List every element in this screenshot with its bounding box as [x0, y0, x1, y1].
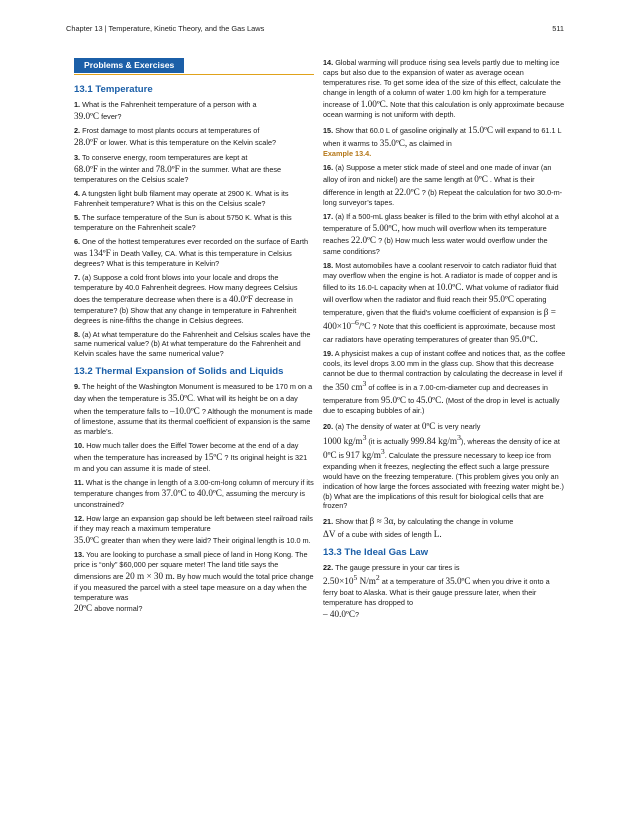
problem-13: 13. You are looking to purchase a small piece of land in Hong Kong. The price is “only” $60,000 per square meter! The land title says the dimensions are 20 m × 30 m. By how much would the total price change if you measured the parcel with a steel tape measure on a day when the temperature was 20ºC above normal? [74, 550, 314, 614]
page-number: 511 [552, 24, 564, 33]
left-column [74, 58, 314, 619]
page-header [66, 24, 564, 38]
problem-number: 4. [74, 189, 81, 199]
math: 95.0ºC. [510, 333, 538, 344]
math: 0ºC [323, 450, 337, 461]
problem-number: 5. [74, 213, 81, 223]
math: 15.0ºC [467, 125, 494, 136]
problem-2: 2. Frost damage to most plants occurs at temperatures of 28.0ºF or lower. What is this temperature on the Kelvin scale? [74, 126, 277, 148]
math: 45.0ºC. [416, 394, 444, 405]
math: 999.84 $kg/m^3$ [410, 432, 461, 446]
problem-number: 22. [323, 563, 334, 573]
math: 134ºF [89, 247, 111, 258]
math: 0ºC [421, 421, 436, 432]
example-reference-link[interactable]: Example 13.4. [323, 149, 372, 159]
math: 350 $cm^3$ [335, 379, 367, 393]
problem-number: 21. [323, 517, 334, 527]
math: – 40.0ºC [323, 608, 355, 619]
right-column [323, 58, 566, 624]
problem-11: 11. What is the change in length of a 3.00-cm-long column of mercury if its temperature changes from 37.0ºC to 40.0ºC, assuming the mercury is unconstrained? [74, 477, 314, 509]
math: 20 m × 30 m. [125, 571, 175, 582]
math: 37.0ºC [161, 488, 187, 499]
math: 40.0ºF [228, 294, 253, 305]
problem-22: 22. The gauge pressure in your car tires is $2.50\times 10^5$ $N/m^2$ at a temperature of 35.0ºC when you drive it onto a ferry boat to Alaska. What is their gauge pressure later, when their temperature has dropped to – 40.0ºC? [323, 563, 550, 619]
math: 35.0ºC [168, 393, 194, 404]
chapter-title: Chapter 13 | Temperature, Kinetic Theory, and the Gas Laws [66, 24, 265, 33]
math: β ≈ 3α, [369, 516, 396, 527]
math: 28.0ºF [74, 137, 99, 148]
problem-number: 15. [323, 126, 334, 136]
problem-12: 12. How large an expansion gap should be left between steel railroad rails if they may reach a maximum temperature 35.0ºC greater than when they were laid? Their original length is 10.0 m. [74, 513, 313, 545]
problem-number: 8. [74, 329, 81, 339]
problem-18: 18. Most automobiles have a coolant reservoir to catch radiator fluid that may overflow when the engine is hot. A radiator is made of copper and is filled to its 16.0-L capacity when at 10.0ºC. What volume of radiator fluid will overflow when the radiator and fluid reach their 95.0ºC operating temperature, given that the fluid’s volume coefficient of expansion is $\beta = 400\times 10^{-6}/ºC$ ? Note that this coefficient is approximate, because most car radiators have operating temperatures of greater than 95.0ºC. [323, 260, 559, 344]
math: 15ºC [204, 452, 223, 463]
math: 95.0ºC [381, 394, 407, 405]
problem-6: 6. One of the hottest temperatures ever recorded on the surface of Earth was 134ºF in Death Valley, CA. What is this temperature in Celsius degrees? What is this temperature in Kelvin? [74, 236, 309, 269]
problem-number: 16. [323, 163, 334, 173]
problem-20: 20. (a) The density of water at 0ºC is very nearly 1000 $kg/m^3$ (it is actually 999.84 $kg/m^3$), whereas the density of ice at 0ºC is 917 $kg/m^3$. Calculate the pressure necessary to keep ice from expanding when it freezes, neglecting the effect such a large pressure would have on the freezing temperature. (This problem gives you only an indication of how large the forces associated with freezing water might be.) (b) What are the implications of this result for biological cells that are frozen? [323, 421, 564, 511]
math: 22.0ºC [351, 235, 377, 246]
problem-number: 1. [74, 100, 81, 110]
section-heading: 13.2 Thermal Expansion of Solids and Liquids [74, 366, 284, 378]
section-heading: 13.1 Temperature [74, 84, 153, 95]
problem-number: 17. [323, 211, 334, 221]
math: 1.00ºC. [360, 98, 389, 109]
problem-number: 3. [74, 152, 81, 162]
problem-10: 10. How much taller does the Eiffel Tower become at the end of a day when the temperature has increased by 15ºC ? Its original height is 321 m and you can assume it is made of steel. [74, 441, 308, 473]
problem-number: 13. [74, 550, 85, 560]
math: 0ºC [474, 174, 488, 184]
section-heading: 13.3 The Ideal Gas Law [323, 547, 429, 559]
math: 40.0ºC [196, 488, 222, 499]
problem-3: 3. To conserve energy, room temperatures are kept at 68.0ºF in the winter and 78.0ºF in the summer. What are these temperatures on the Celsius scale? [74, 152, 282, 185]
math: $\beta = 400\times 10^{-6}/ºC$ [323, 306, 556, 332]
math: 20ºC [74, 603, 93, 614]
problem-number: 6. [74, 236, 81, 246]
problem-number: 2. [74, 126, 81, 136]
problem-8: 8. (a) At what temperature do the Fahrenheit and Celsius scales have the same numerical value? (b) At what temperature do the Fahrenheit and Kelvin scales have the same numerical value? [74, 329, 311, 359]
problem-number: 12. [74, 513, 85, 523]
problem-number: 20. [323, 422, 334, 432]
problem-21: 21. Show that β ≈ 3α, by calculating the change in volume ΔV of a cube with sides of length L. [323, 516, 514, 539]
banner-label: Problems & Exercises [74, 58, 184, 73]
problem-number: 19. [323, 349, 334, 359]
problem-19: 19. A physicist makes a cup of instant coffee and notices that, as the coffee cools, its level drops 3.00 mm in the glass cup. Show that this decrease cannot be due to thermal contraction by calculating the decrease in level if the 350 $cm^3$ of coffee is in a 7.00-cm-diameter cup and decreases in temperature from 95.0ºC to 45.0ºC. (Most of the drop in level is actually due to escaping bubbles of air.) [323, 349, 566, 416]
math: 5.00ºC, [372, 222, 400, 233]
math: 78.0ºF [155, 163, 180, 174]
problem-5: 5. The surface temperature of the Sun is about 5750 K. What is this temperature on the Fahrenheit scale? [74, 213, 292, 233]
problem-16: 16. (a) Suppose a meter stick made of steel and one made of invar (an alloy of iron and nickel) are the same length at 0ºC . What is their difference in length at 22.0ºC ? (b) Repeat the calculation for two 30.0-m-long surveyor’s tapes. [323, 163, 563, 208]
problem-number: 7. [74, 273, 81, 283]
math: 95.0ºC [488, 294, 514, 305]
math: –10.0ºC [170, 405, 200, 416]
math: 35.0ºC [445, 576, 471, 587]
math: L. [433, 528, 442, 539]
problem-4: 4. A tungsten light bulb filament may operate at 2900 K. What is its Fahrenheit temperature? What is this on the Celsius scale? [74, 189, 289, 209]
math: 22.0ºC [394, 186, 420, 197]
problem-17: 17. (a) If a 500-mL glass beaker is filled to the brim with ethyl alcohol at a temperature of 5.00ºC, how much will overflow when its temperature reaches 22.0ºC ? (b) How much less water would overflow under the same conditions? [323, 211, 559, 256]
problem-number: 14. [323, 58, 334, 67]
math: 39.0ºC [74, 110, 100, 121]
math: 68.0ºF [74, 163, 99, 174]
math: ΔV [323, 528, 336, 539]
problem-7: 7. (a) Suppose a cold front blows into your locale and drops the temperature by 40.0 Fahrenheit degrees. How many degrees Celsius does the temperature decrease when there is a 40.0ºF decrease in temperature? (b) Show that any change in temperature in Fahrenheit degrees is nine-fifths the change in Celsius degrees. [74, 273, 298, 325]
math: 35.0ºC, [379, 137, 408, 148]
problem-9: 9. The height of the Washington Monument is measured to be 170 m on a day when the temperature is 35.0ºC. What will its height be on a day when the temperature falls to –10.0ºC ? Although the monument is made of limestone, assume that its thermal coefficient of expansion is the same as marble’s. [74, 382, 313, 437]
math: 10.0ºC. [436, 281, 464, 292]
section-banner [74, 58, 314, 75]
problem-number: 9. [74, 382, 81, 392]
problem-number: 18. [323, 260, 334, 270]
problem-number: 11. [74, 477, 84, 487]
math: 917 $kg/m^3$ [345, 447, 385, 461]
problem-number: 10. [74, 441, 85, 451]
problem-14: 14. Global warming will produce rising sea levels partly due to melting ice caps but also due to the expansion of water as average ocean temperatures rise. To get some idea of the size of this effect, calculate the change in length of a column of water 1.00 km high for a temperature increase of 1.00ºC. Note that this calculation is only approximate because ocean warming is not uniform with depth. [323, 58, 565, 120]
math: 35.0ºC [74, 534, 100, 545]
math: 1000 $kg/m^3$ [323, 432, 367, 446]
math: $2.50\times 10^5$ $N/m^2$ [323, 573, 380, 587]
problem-15: 15. Show that 60.0 L of gasoline originally at 15.0ºC will expand to 61.1 L when it warms to 35.0ºC, as claimed in Example 13.4. [323, 125, 562, 159]
problem-1: 1. What is the Fahrenheit temperature of a person with a 39.0ºC fever? [74, 100, 257, 121]
